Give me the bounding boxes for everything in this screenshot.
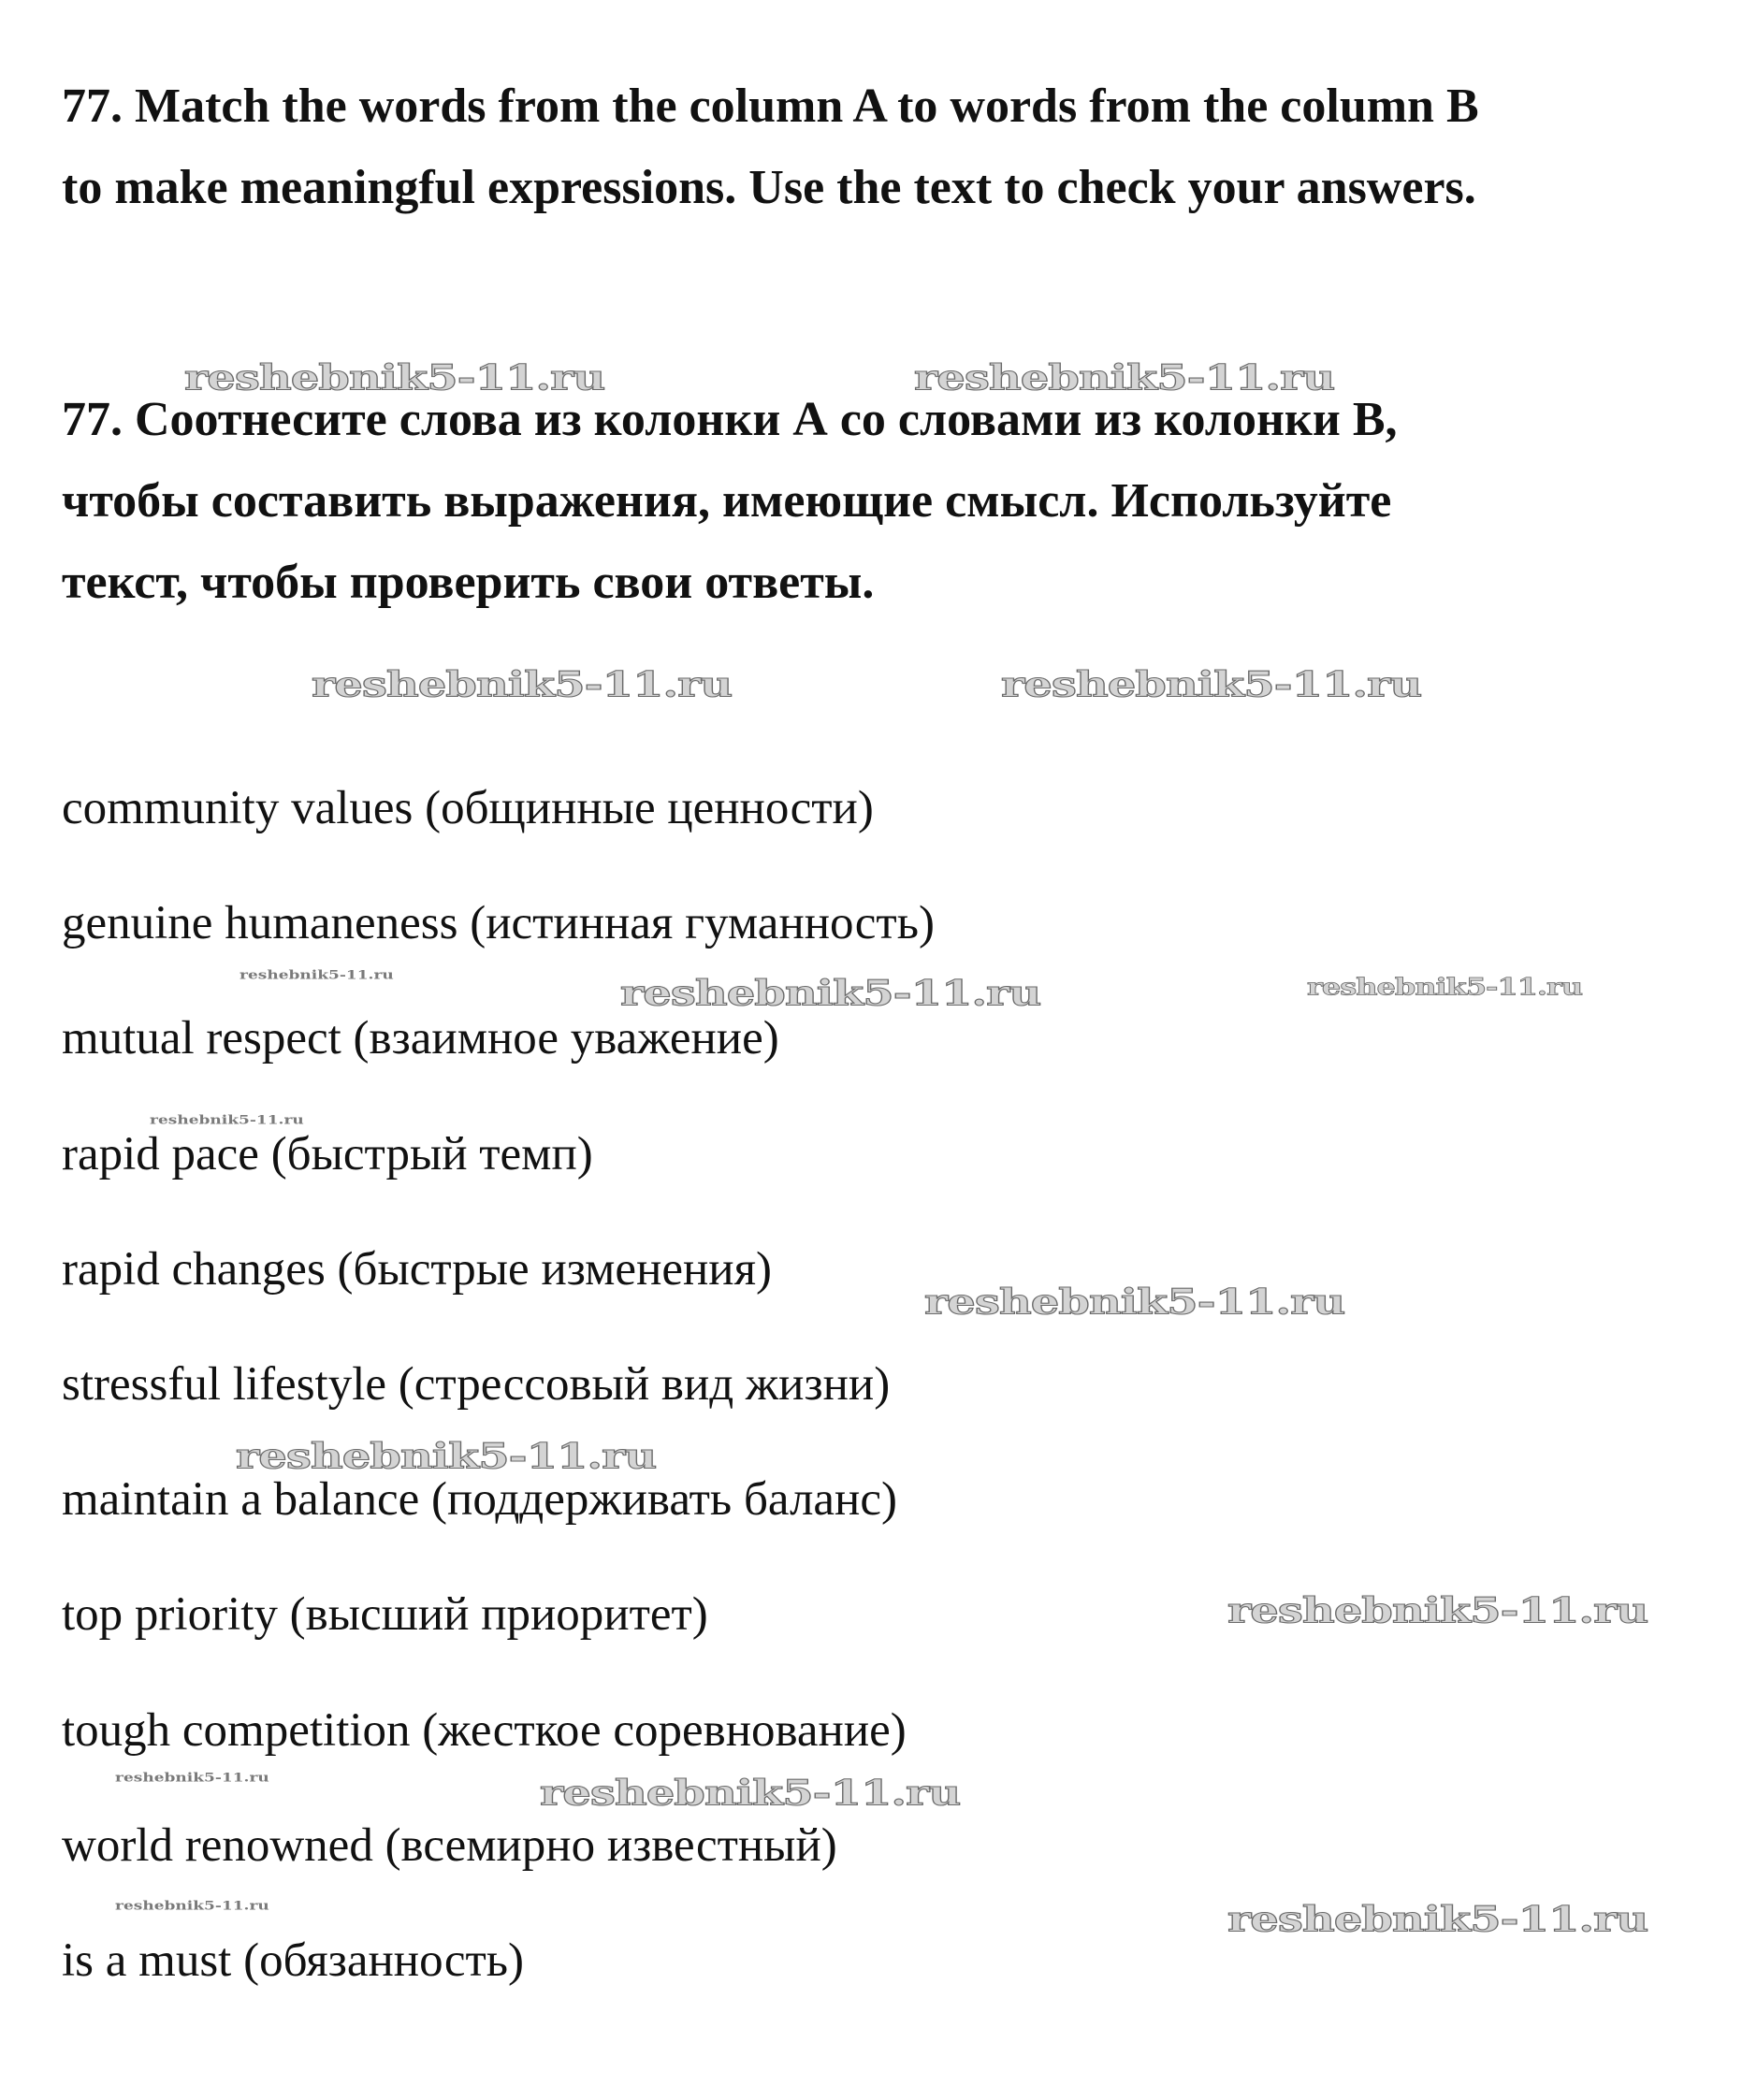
watermark: reshebnik5-11.ru: [1307, 973, 1583, 1001]
watermark: reshebnik5-11.ru: [312, 664, 733, 705]
answer-item: rapid changes (быстрые изменения): [62, 1242, 773, 1296]
answer-item: community values (общинные ценности): [62, 782, 874, 834]
answer-item: maintain a balance (поддерживать баланс): [62, 1473, 897, 1527]
heading-line: to make meaningful expressions. Use the text to check your answers.: [62, 161, 1476, 214]
watermark: reshebnik5-11.ru: [620, 973, 1041, 1014]
watermark: reshebnik5-11.ru: [236, 1436, 657, 1477]
watermark: reshebnik5-11.ru: [184, 357, 605, 398]
heading-line: 77. Соотнесите слова из колонки А со словами из колонки В,: [62, 393, 1398, 446]
watermark: reshebnik5-11.ru: [540, 1773, 961, 1814]
watermark: reshebnik5-11.ru: [1227, 1899, 1648, 1940]
heading-line: текст, чтобы проверить свои ответы.: [62, 556, 875, 609]
watermark: reshebnik5-11.ru: [115, 1899, 269, 1914]
exercise-heading-english: [62, 65, 1708, 228]
watermark: reshebnik5-11.ru: [914, 357, 1335, 398]
answer-item: world renowned (всемирно известный): [62, 1818, 837, 1872]
watermark: reshebnik5-11.ru: [1227, 1590, 1648, 1631]
exercise-heading-russian: [62, 379, 1708, 623]
watermark: reshebnik5-11.ru: [240, 968, 394, 983]
heading-line: 77. Match the words from the column A to words from the column B: [62, 80, 1479, 133]
answer-item: is a must (обязанность): [62, 1933, 525, 1987]
answer-item: stressful lifestyle (стрессовый вид жизни): [62, 1357, 891, 1411]
watermark: reshebnik5-11.ru: [1001, 664, 1422, 705]
answer-item: rapid pace (быстрый темп): [62, 1127, 593, 1180]
watermark: reshebnik5-11.ru: [150, 1113, 304, 1128]
answer-item: tough competition (жесткое соревнование): [62, 1703, 907, 1757]
watermark: reshebnik5-11.ru: [924, 1282, 1345, 1323]
answer-item: mutual respect (взаимное уважение): [62, 1012, 779, 1065]
answer-list: [62, 780, 935, 2048]
watermark: reshebnik5-11.ru: [115, 1771, 269, 1786]
answer-item: genuine humaneness (истинная гуманность): [62, 897, 935, 950]
heading-line: чтобы составить выражения, имеющие смысл. Используйте: [62, 474, 1392, 528]
answer-item: top priority (высший приоритет): [62, 1588, 708, 1642]
